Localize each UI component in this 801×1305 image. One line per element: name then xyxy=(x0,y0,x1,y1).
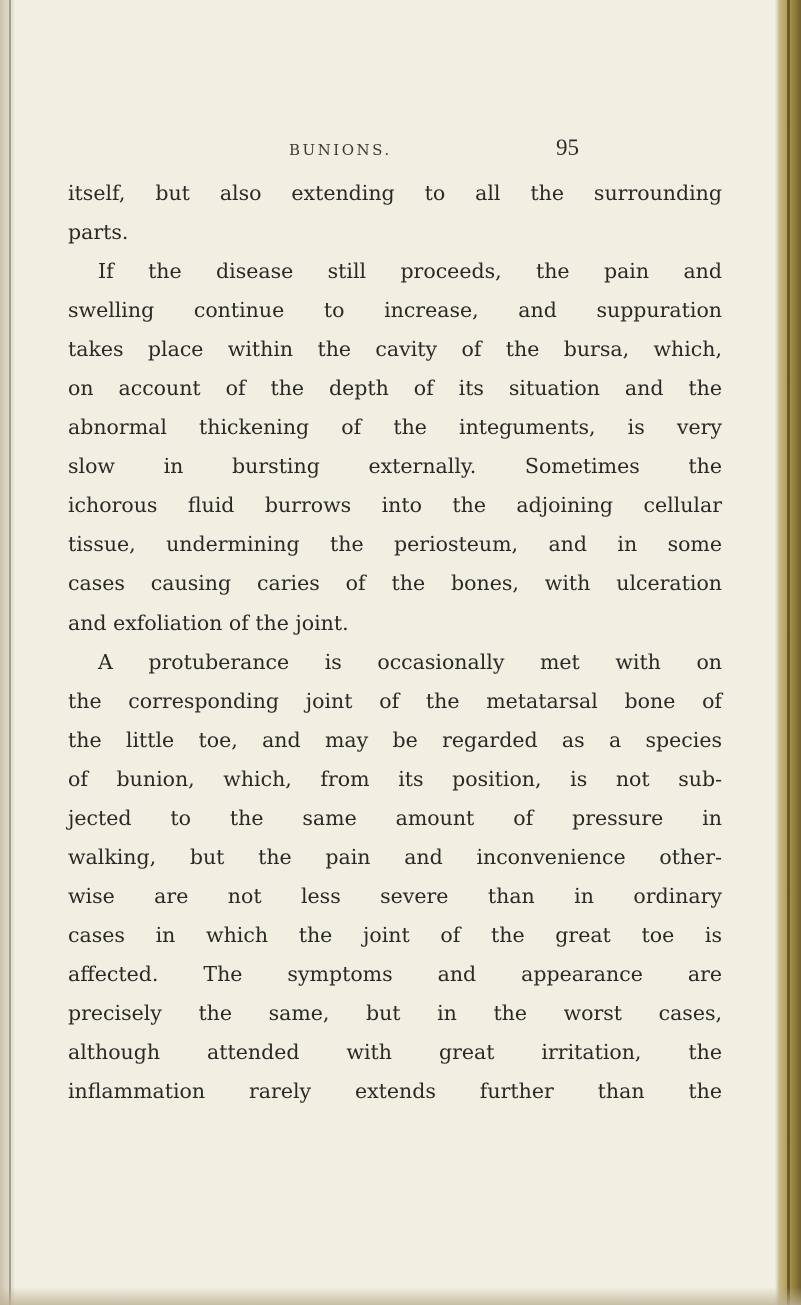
text-line: precisely the same, but in the worst cases, xyxy=(68,1000,722,1025)
text-line: cases causing caries of the bones, with ulceration xyxy=(68,571,722,596)
text-line: inflammation rarely extends further than the xyxy=(68,1079,722,1104)
running-head-title: BUNIONS. xyxy=(289,141,392,159)
text-line: itself, but also extending to all the surrounding xyxy=(68,181,722,205)
text-line: tissue, undermining the periosteum, and in some xyxy=(68,532,722,557)
text-line: of bunion, which, from its position, is not sub- xyxy=(68,766,722,791)
text-line: abnormal thickening of the integuments, is very xyxy=(68,415,722,440)
text-line: although attended with great irritation, the xyxy=(68,1040,722,1065)
text-line: A protuberance is occasionally met with on xyxy=(98,649,722,674)
text-line: parts. xyxy=(68,220,129,245)
text-line: and exfoliation of the joint. xyxy=(68,610,349,635)
page-edge-right xyxy=(779,0,801,1305)
text-line: walking, but the pain and inconvenience other- xyxy=(68,844,722,869)
text-line: swelling continue to increase, and suppuration xyxy=(68,298,722,323)
page-gutter-left xyxy=(0,0,14,1305)
text-line: ichorous fluid burrows into the adjoining cellular xyxy=(68,493,722,518)
body-text xyxy=(68,174,722,1111)
text-line: wise are not less severe than in ordinary xyxy=(68,883,722,908)
text-line: cases in which the joint of the great toe is xyxy=(68,922,722,947)
text-line: slow in bursting externally. Sometimes the xyxy=(68,454,722,479)
text-line: the corresponding joint of the metatarsal bone of xyxy=(68,688,722,713)
text-line: If the disease still proceeds, the pain and xyxy=(98,259,722,284)
text-line: takes place within the cavity of the bursa, which, xyxy=(68,337,722,362)
text-line: affected. The symptoms and appearance are xyxy=(68,961,722,986)
text-line: jected to the same amount of pressure in xyxy=(68,805,722,830)
text-line: on account of the depth of its situation and the xyxy=(68,376,722,401)
running-head xyxy=(14,135,779,171)
page-number: 95 xyxy=(556,135,579,160)
text-line: the little toe, and may be regarded as a species xyxy=(68,727,722,752)
page-bottom-shade xyxy=(0,1287,801,1305)
